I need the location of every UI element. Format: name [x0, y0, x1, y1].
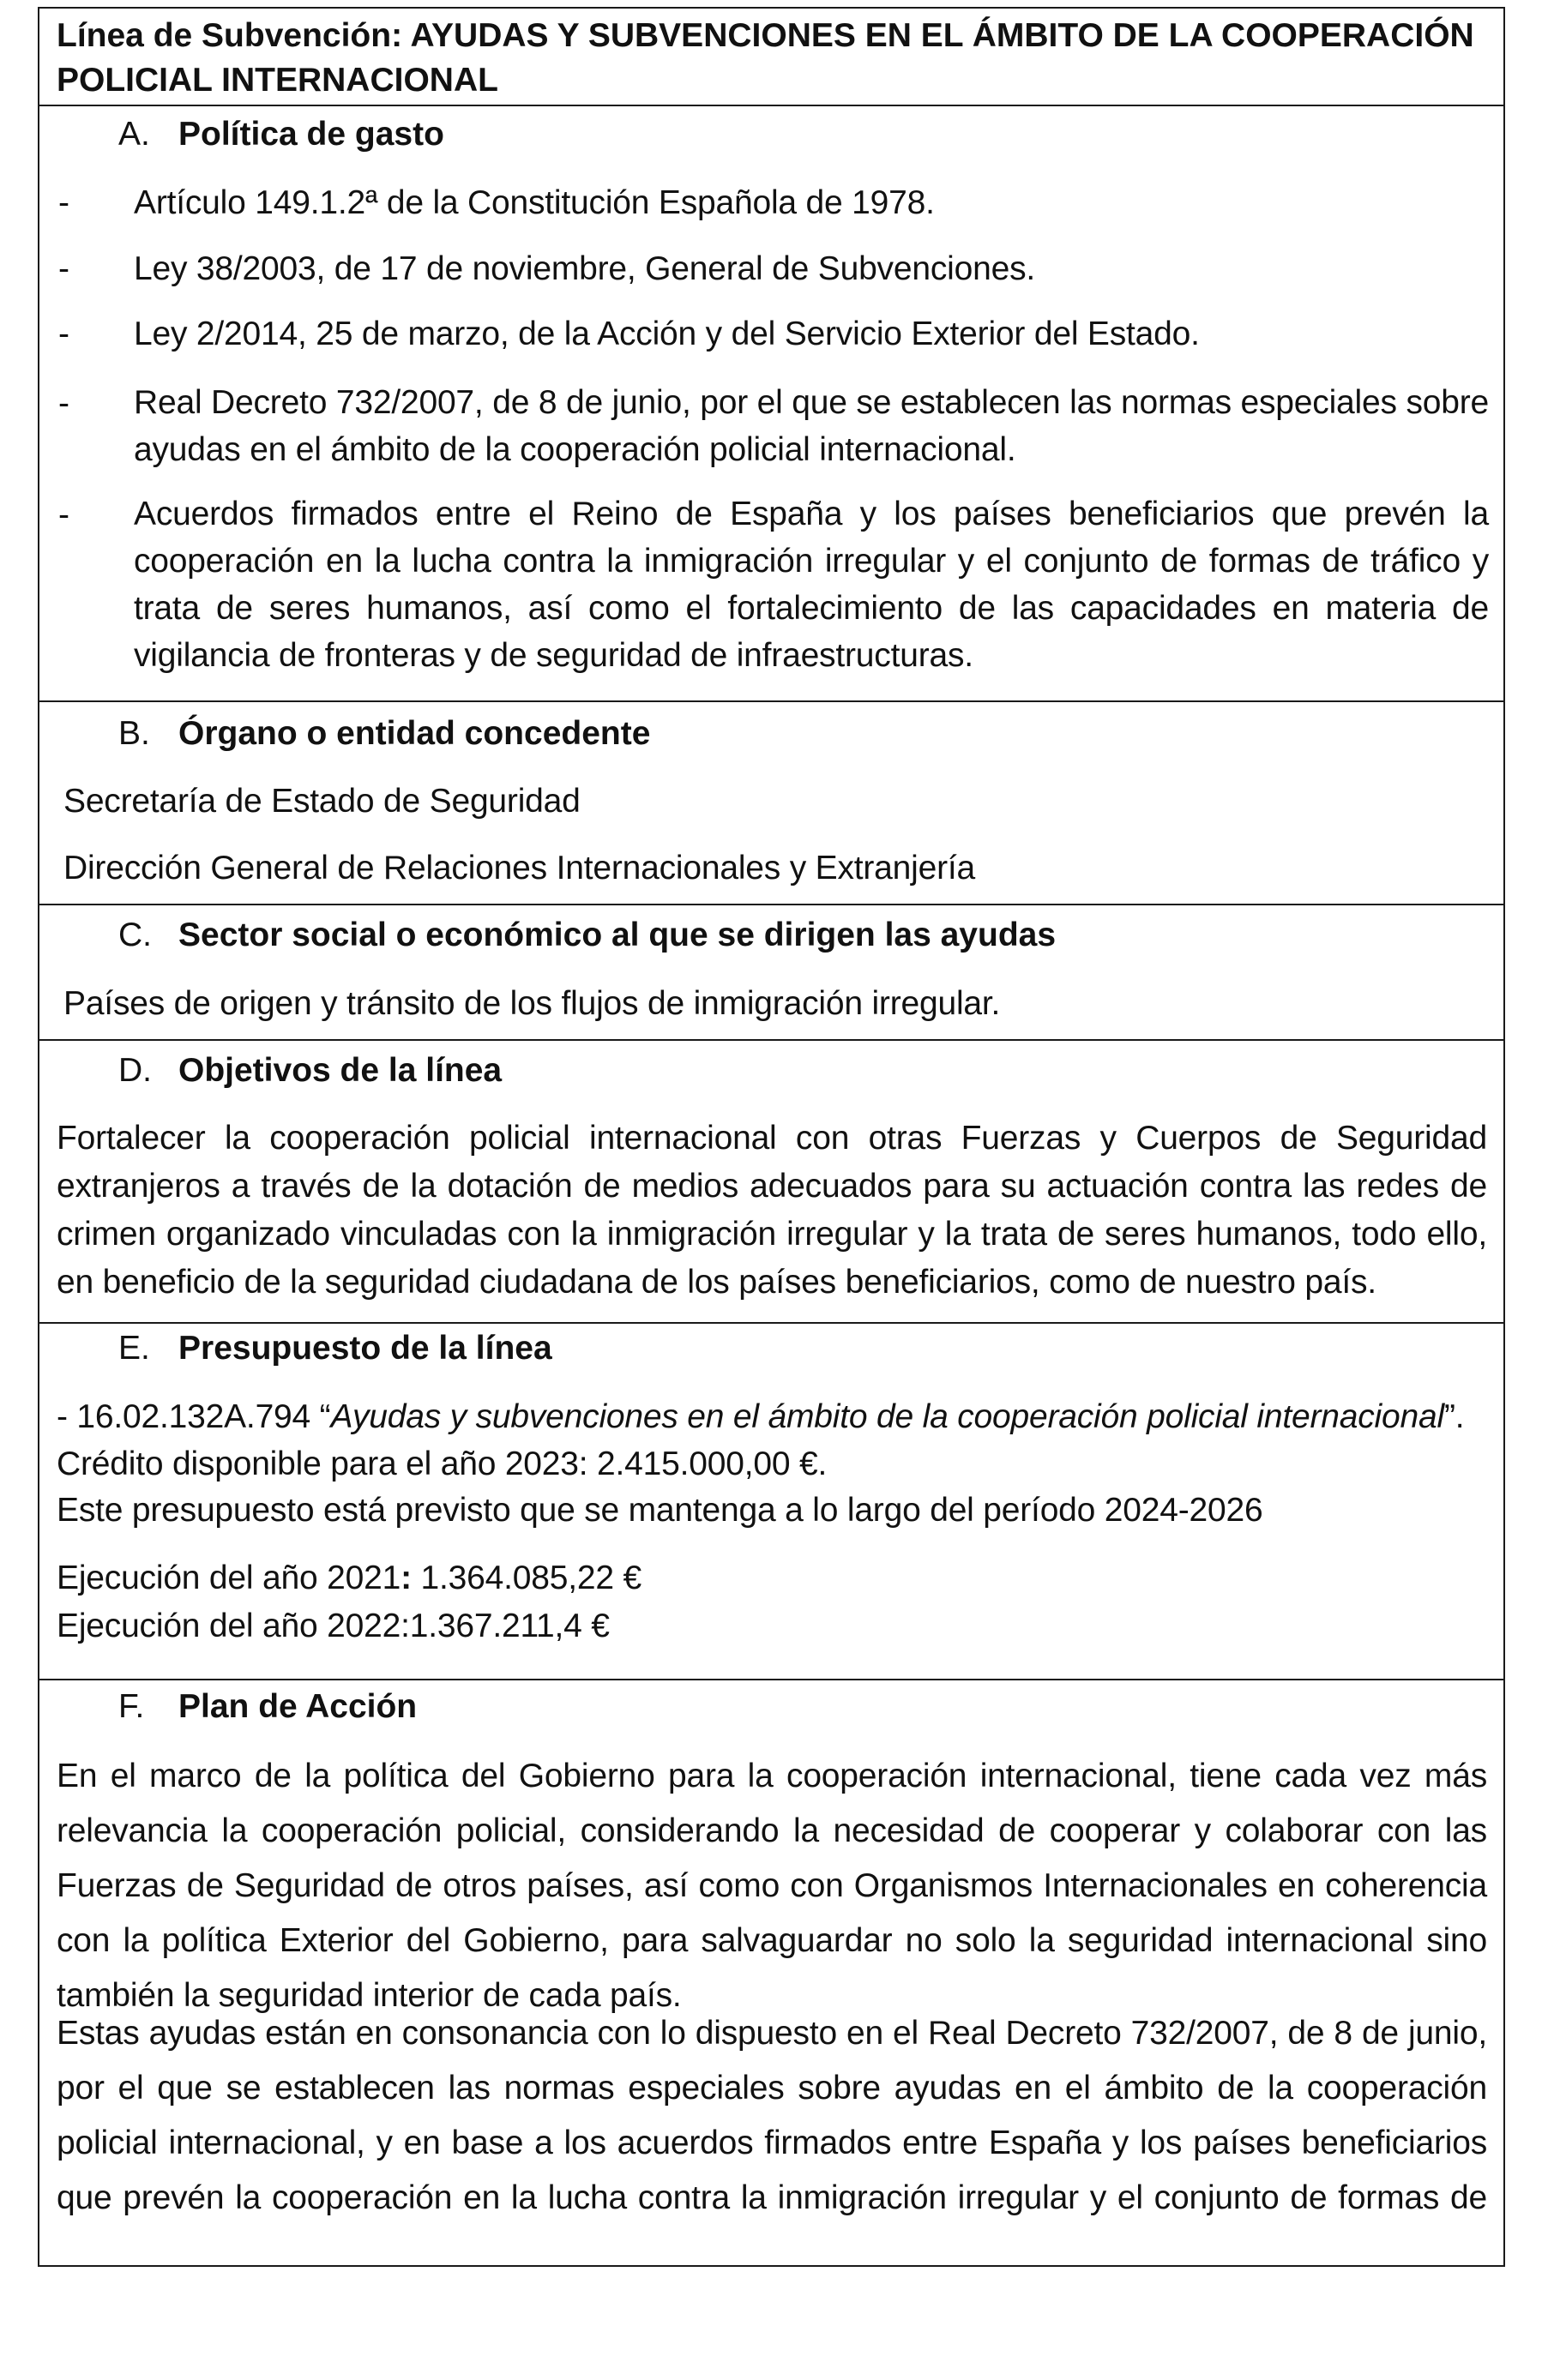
title-line-2: POLICIAL INTERNACIONAL: [57, 62, 498, 99]
list-item: Ley 2/2014, 25 de marzo, de la Acción y del Servicio Exterior del Estado.: [134, 316, 1200, 352]
section-f: [39, 1680, 1503, 2217]
execution-2021: [57, 1554, 641, 1602]
list-item: Real Decreto 732/2007, de 8 de junio, por el que se establecen las normas especiales sobre ayudas en el ámbito de la cooperación policial internacional.: [134, 384, 1489, 468]
section-d-letter: D.: [118, 1052, 152, 1089]
section-d: [39, 1041, 1503, 1324]
bullet-dash: -: [58, 385, 69, 422]
section-a-heading: Política de gasto: [178, 116, 444, 153]
section-b: [39, 702, 1503, 905]
section-b-heading: Órgano o entidad concedente: [178, 715, 651, 752]
subsidy-line-table: [38, 7, 1505, 2267]
section-d-heading: Objetivos de la línea: [178, 1052, 503, 1089]
granting-body-line-1: Secretaría de Estado de Seguridad: [63, 783, 581, 820]
action-plan-paragraph-1: En el marco de la política del Gobierno para la cooperación internacional, tiene cada vez más relevancia la cooperación policial, considerando la necesidad de cooperar y colaborar con las Fuerzas de Seguridad de otros países, así como con Organismos Internacionales en coherencia con la política Exterior del Gobierno, para salvaguardar no solo la seguridad internacional sino también la seguridad interior de cada país.: [57, 1758, 1487, 2014]
execution-2021-value: 1.364.085,22 €: [411, 1560, 641, 1596]
list-item: Acuerdos firmados entre el Reino de España y los países beneficiarios que prevén la cooperación en la lucha contra la inmigración irregular y el conjunto de formas de tráfico y trata de seres humanos, así como el fortalecimiento de las capacidades en materia de vigilancia de fronteras y de seguridad de infraestructuras.: [134, 496, 1489, 674]
bullet-dash: -: [58, 250, 69, 287]
execution-2021-label: Ejecución del año 2021: [57, 1560, 401, 1596]
budget-line: [57, 1392, 1464, 1441]
budget-prefix: - 16.02.132A.794 “: [57, 1398, 331, 1435]
section-b-letter: B.: [118, 715, 150, 752]
credit-available: Crédito disponible para el año 2023: 2.415.000,00 €.: [57, 1445, 828, 1482]
title-line-1: Línea de Subvención: AYUDAS Y SUBVENCIONES EN EL ÁMBITO DE LA COOPERACIÓN: [57, 17, 1474, 54]
section-e-heading: Presupuesto de la línea: [178, 1330, 552, 1367]
budget-suffix: ”.: [1443, 1398, 1465, 1435]
list-item: Ley 38/2003, de 17 de noviembre, General de Subvenciones.: [134, 250, 1036, 287]
section-f-letter: F.: [118, 1688, 145, 1725]
section-a-letter: A.: [118, 116, 150, 153]
granting-body-line-2: Dirección General de Relaciones Internacionales y Extranjería: [63, 850, 976, 886]
section-c-heading: Sector social o económico al que se dirigen las ayudas: [178, 917, 1057, 953]
execution-2021-colon: :: [401, 1560, 412, 1596]
page-title: [57, 14, 1489, 103]
list-item: Artículo 149.1.2ª de la Constitución Española de 1978.: [134, 184, 935, 221]
section-f-heading: Plan de Acción: [178, 1688, 418, 1725]
section-e: [39, 1324, 1503, 1680]
section-a: [39, 106, 1503, 702]
objectives-text: Fortalecer la cooperación policial internacional con otras Fuerzas y Cuerpos de Seguridad extranjeros a través de la dotación de medios adecuados para su actuación contra las redes de crimen organizado vinculadas con la inmigración irregular y la trata de seres humanos, todo ello, en beneficio de la seguridad ciudadana de los países beneficiarios, como de nuestro país.: [57, 1120, 1487, 1301]
table-header: [39, 9, 1503, 106]
sector-text: Países de origen y tránsito de los flujos de inmigración irregular.: [63, 985, 1001, 1022]
action-plan-paragraph-2: Estas ayudas están en consonancia con lo dispuesto en el Real Decreto 732/2007, de 8 de junio, por el que se establecen las normas especiales sobre ayudas en el ámbito de la cooperación policial internacional, y en base a los acuerdos firmados entre España y los países beneficiarios que prevén la cooperación en la lucha contra la inmigración irregular y el conjunto de formas de: [57, 2015, 1487, 2216]
bullet-dash: -: [58, 184, 69, 221]
bullet-dash: -: [58, 316, 69, 352]
budget-item-name: Ayudas y subvenciones en el ámbito de la cooperación policial internacional: [330, 1398, 1444, 1435]
section-c: [39, 905, 1503, 1041]
section-c-letter: C.: [118, 917, 152, 953]
budget-forecast: Este presupuesto está previsto que se mantenga a lo largo del período 2024-2026: [57, 1492, 1263, 1529]
execution-2022: Ejecución del año 2022:1.367.211,4 €: [57, 1608, 610, 1644]
bullet-dash: -: [58, 496, 69, 533]
section-e-letter: E.: [118, 1330, 150, 1367]
